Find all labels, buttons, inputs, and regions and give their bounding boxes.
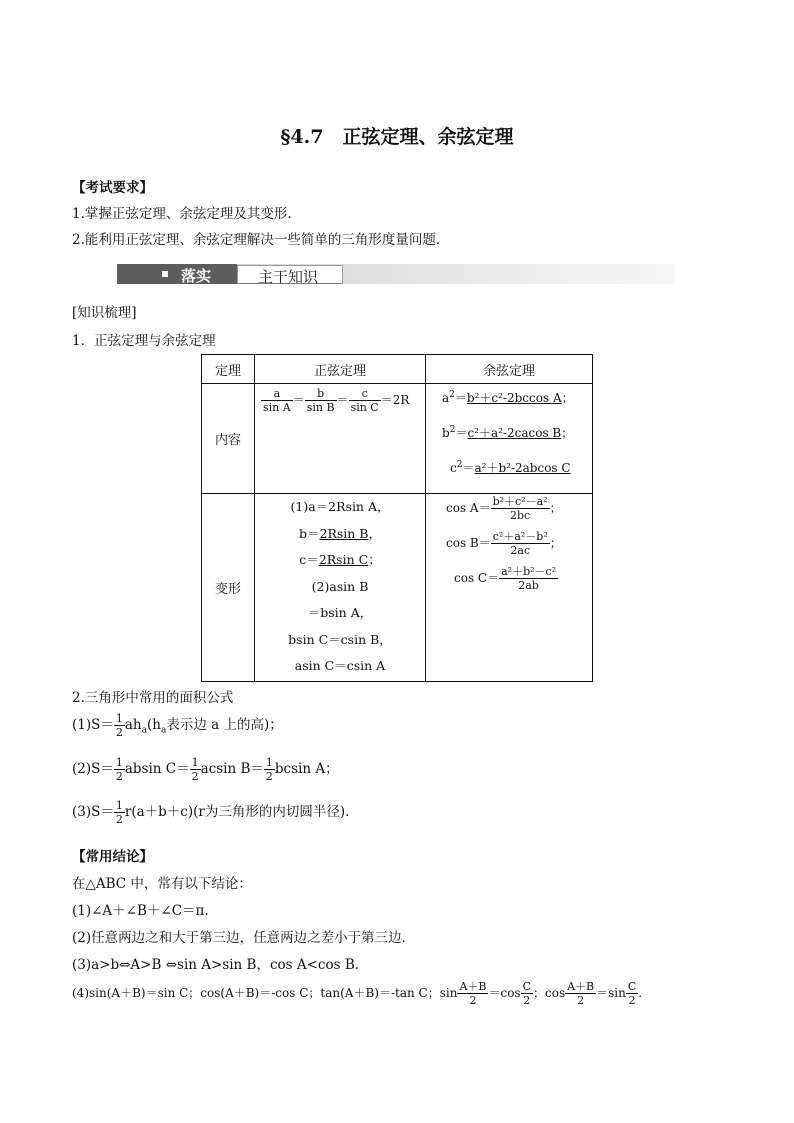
fraction-c-sinC: $\frac{c}{\text{sin C}}$ (350, 387, 379, 414)
conclusion-2: (2)任意两边之和大于第三边，任意两边之差小于第三边． (72, 930, 416, 946)
banner-tab-dark (117, 264, 237, 284)
exam-item-1: 1.掌握正弦定理、余弦定理及其变形. (72, 206, 292, 222)
sine-variant-2b: ＝bsin A， (307, 605, 373, 620)
sine-variant-2c: bsin C＝csin B， (288, 631, 392, 647)
conclusions-intro: 在△ABC 中，常有以下结论： (72, 876, 252, 892)
cosine-content-cell (426, 384, 593, 494)
section1-title: 1．正弦定理与余弦定理 (72, 333, 216, 349)
sine-variant-2a: (2)asin B (311, 578, 369, 594)
sine-content-cell: $\frac{a}{\text{sin A}}$ ＝ $\frac{b}{\text{sin B}}$ ＝ $\frac{c}{\text{sin C}}$ ＝2R (255, 384, 426, 494)
exam-heading: 【考试要求】 (72, 180, 153, 196)
sine-variant-c: c＝2Rsin C； (299, 552, 381, 567)
area-formula-2: (2)S＝ $\frac{1}{2}$ absin C＝ $\frac{1}{2}$ acsin B＝ $\frac{1}{2}$ bcsin A； (72, 756, 339, 783)
cos-law-c: $c^2=a^2+b^2-2abcos$ C (450, 460, 571, 475)
table-header-sine: 正弦定理 (255, 355, 426, 384)
exam-item-2: 2.能利用正弦定理、余弦定理解决一些简单的三角形度量问题． (72, 232, 450, 248)
area-formula-1: (1)S＝ $\frac{1}{2}$ $ah_a(h_a$表示边 a 上的高)； (72, 712, 283, 739)
area-formula-3: (3)S＝ $\frac{1}{2}$ r(a＋b＋c)(r为三角形的内切圆半径)． (72, 799, 359, 826)
sine-variant-1a: (1)a＝2Rsin A， (290, 499, 390, 514)
conclusions-heading: 【常用结论】 (72, 849, 153, 865)
conclusion-1: (1)∠A＋∠B＋∠C＝π. (72, 903, 209, 919)
table-header-cosine: 余弦定理 (426, 355, 593, 384)
banner-tab-light (237, 265, 343, 284)
cosine-variant-cell (426, 494, 593, 682)
cos-variant-A: cos A＝ $\frac{\text{b²＋c²－a²}}{2bc}$ ； (446, 495, 562, 522)
fraction-b-sinB: $\frac{b}{\text{sin B}}$ (306, 387, 335, 414)
banner-tab-light-label: 主干知识 (258, 268, 319, 286)
section-banner (117, 264, 675, 284)
cos-law-b: $b^2=c^2+a^2-2cacos$ B； (442, 425, 574, 440)
fraction-a-sinA: $\frac{a}{\text{sin A}}$ (263, 387, 291, 414)
cos-variant-B: cos B＝ $\frac{\text{c²＋a²－b²}}{2ac}$ ； (446, 530, 562, 557)
row-label-content: 内容 (202, 384, 255, 494)
cos-variant-C: cos C＝ $\frac{\text{a²＋b²－c²}}{2ab}$ (454, 565, 557, 592)
cos-law-a: $a^2=b^2+c^2-2bccos$ A； (442, 390, 574, 405)
section2-title: 2.三角形中常用的面积公式 (72, 690, 234, 706)
theorem-table (201, 354, 593, 682)
page-title: §4.7 正弦定理、余弦定理 (280, 126, 514, 148)
row-label-variant: 变形 (202, 494, 255, 682)
sine-variant-b: b＝2Rsin B， (298, 525, 382, 541)
conclusion-4: (4)sin(A＋B)＝sin C；cos(A＋B)＝-cos C；tan(A＋B)＝-tan C；sin $\frac{A+B}{2}$ ＝cos $\frac{C}{2}$ ；cos $\frac{A+B}{2}$ ＝sin $\frac{C}{2}$ . (72, 980, 643, 1007)
sine-variant-2d: asin C＝csin A (294, 658, 386, 673)
banner-tab-dark-label: 落实 (181, 267, 212, 285)
conclusion-3: (3)a>b⇔A>B ⇔sin A>sin B，cos A<cos B. (72, 957, 360, 973)
knowledge-heading: [知识梳理] (72, 305, 137, 321)
table-header-theorem: 定理 (202, 355, 255, 384)
square-icon (162, 271, 168, 277)
sine-variant-cell (255, 494, 426, 682)
